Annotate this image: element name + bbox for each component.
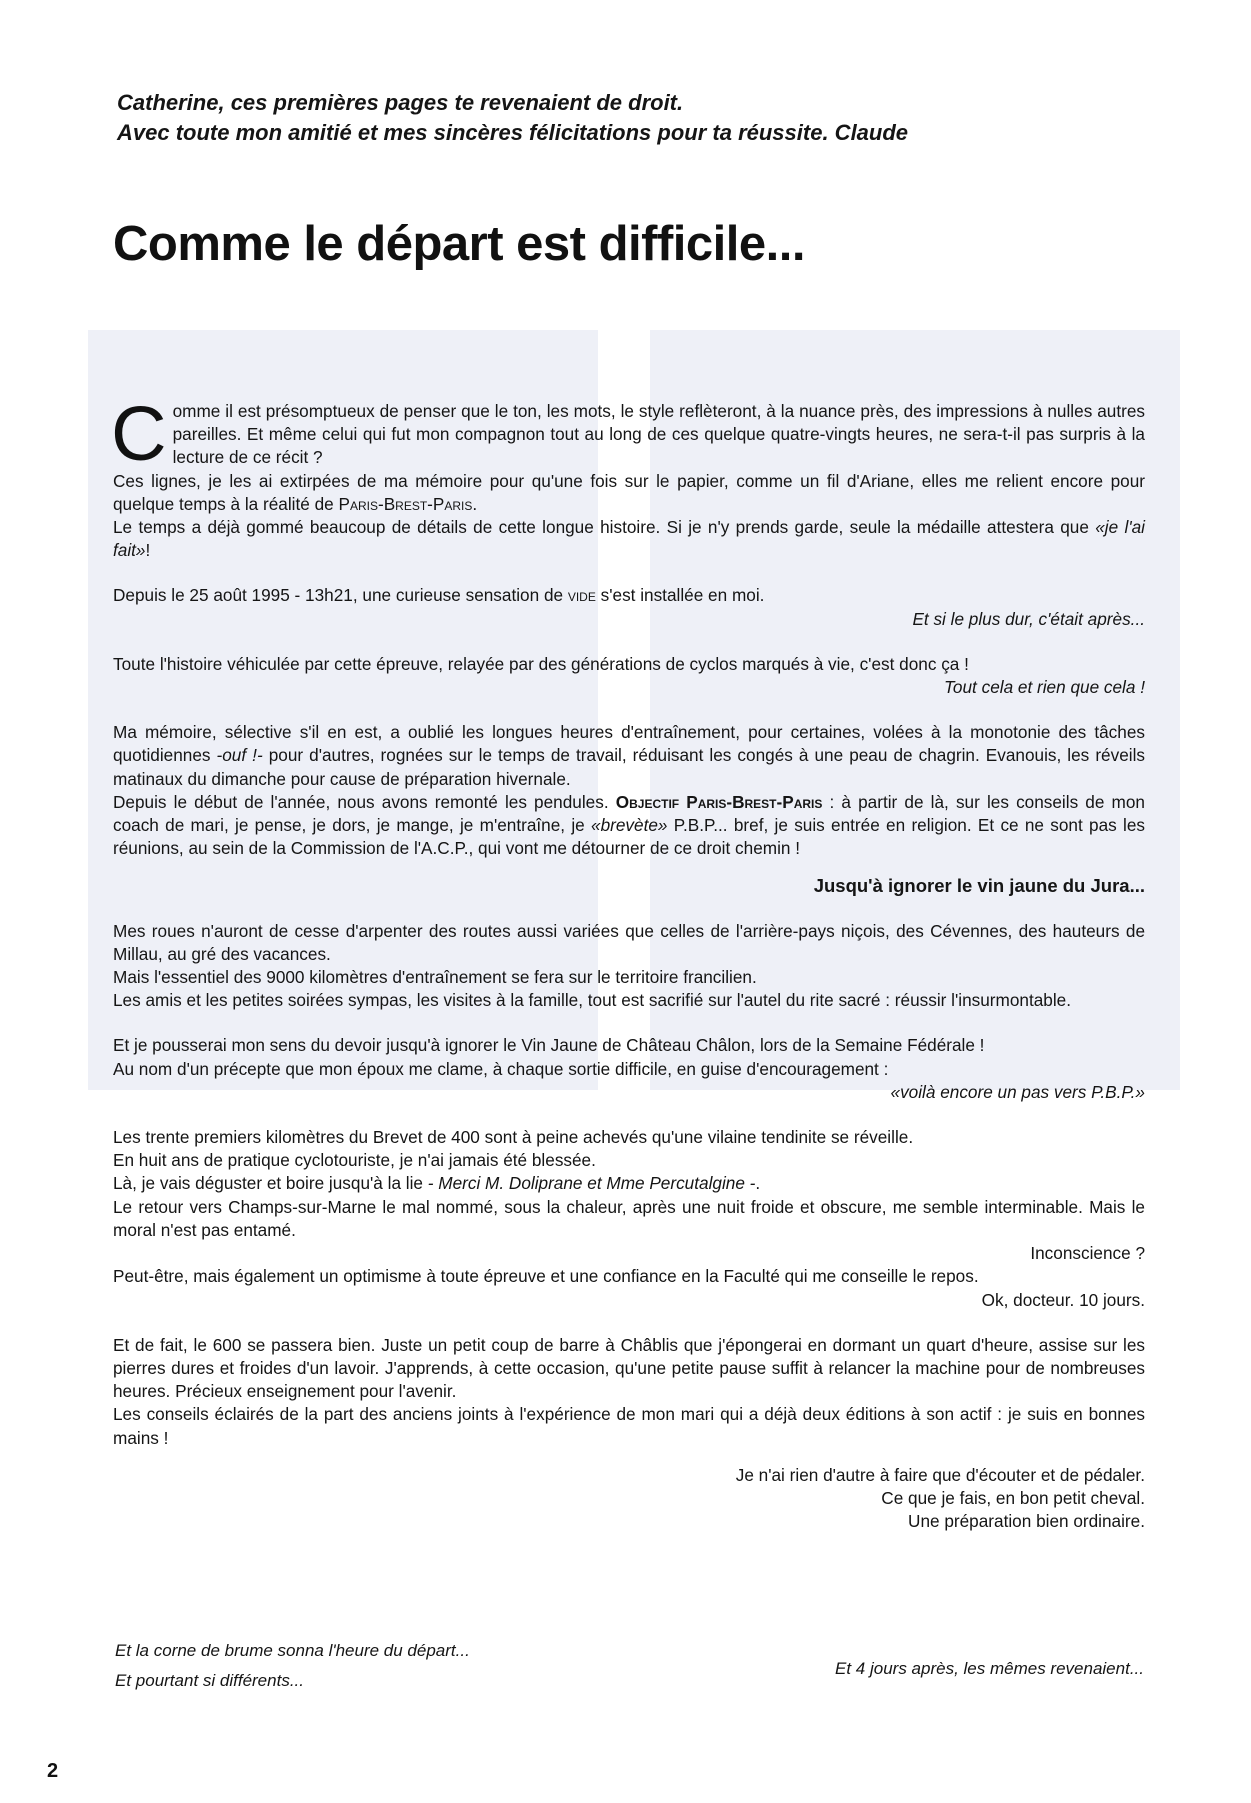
paragraph-text: Ma mémoire, sélective s'il en est, a oublié les longues heures d'entraînement, pour certaines, volées à la monotonie des tâches quotidiennes xyxy=(113,722,1145,766)
aside-right: Et si le plus dur, c'était après... xyxy=(912,608,1145,629)
closing-line-1: Et la corne de brume sonna l'heure du départ... xyxy=(115,1641,470,1660)
aside: -ouf !- xyxy=(216,745,263,766)
paragraph: Mais l'essentiel des 9000 kilomètres d'entraînement se fera sur le territoire francilien. xyxy=(113,967,757,988)
paragraph-text: P.B.P... bref, je suis entrée en religion. Et ce ne sont pas les réunions, au sein de la Commission de l'A.C.P., qui vont me détourner de ce droit chemin ! xyxy=(113,815,1146,859)
paragraph-intro xyxy=(111,391,1145,477)
paragraph-text: pour d'autres, rognées sur le temps de travail, réduisant les congés à une peau de chagrin. Evanouis, les réveils matinaux du dimanche pour cause de préparation hivernale. xyxy=(113,745,1145,789)
paragraph: Peut-être, mais également un optimisme à toute épreuve et une confiance en la Faculté qui me conseille le repos. xyxy=(113,1266,979,1287)
paragraph: Le retour vers Champs-sur-Marne le mal nommé, sous la chaleur, après une nuit froide et obscure, me semble interminable. Mais le moral n'est pas entamé. xyxy=(113,1196,1145,1240)
aside-right: Ce que je fais, en bon petit cheval. xyxy=(881,1487,1145,1508)
paragraph: Et de fait, le 600 se passera bien. Juste un petit coup de barre à Châblis que j'épongerai en dormant un quart d'heure, assise sur les pierres dures et froides d'un lavoir. J'apprends, à cette occasion, qu'une petite pause suffit à relancer la machine pour de nombreuses heures. Précieux enseignement pour l'avenir. xyxy=(113,1334,1145,1402)
aside: - Merci M. Doliprane et Mme Percutalgine - xyxy=(427,1173,756,1194)
dedication xyxy=(117,88,1137,148)
paragraph-text: s'est installée en moi. xyxy=(595,585,765,606)
paragraph: Les conseils éclairés de la part des anciens joints à l'expérience de mon mari qui a déjà deux éditions à son actif : je suis en bonnes mains ! xyxy=(113,1404,1145,1448)
paragraph-text: Depuis le début de l'année, nous avons remonté les pendules. xyxy=(113,791,616,812)
closing-line-2: Et pourtant si différents... xyxy=(115,1671,304,1690)
paragraph-text: Là, je vais déguster et boire jusqu'à la lie xyxy=(113,1173,428,1194)
paragraph-text: ! xyxy=(145,540,151,561)
paragraph xyxy=(113,516,1145,562)
dedication-line-1: Catherine, ces premières pages te revenaient de droit. xyxy=(117,90,684,115)
aside-right: Une préparation bien ordinaire. xyxy=(908,1511,1145,1532)
emphasis: vide xyxy=(567,585,596,606)
page-title: Comme le départ est difficile... xyxy=(113,217,805,271)
paragraph: En huit ans de pratique cyclotouriste, je n'ai jamais été blessée. xyxy=(113,1150,596,1171)
quote: «brevète» xyxy=(591,815,668,836)
aside-right: Tout cela et rien que cela ! xyxy=(944,677,1145,698)
paragraph-text: Depuis le 25 août 1995 - 13h21, une curieuse sensation de xyxy=(113,585,568,606)
paragraph-text: . xyxy=(472,493,478,514)
paragraph xyxy=(113,791,1145,861)
closing-left xyxy=(115,1636,470,1696)
aside-right: «voilà encore un pas vers P.B.P.» xyxy=(890,1081,1145,1102)
closing-right: Et 4 jours après, les mêmes revenaient... xyxy=(835,1659,1144,1678)
paragraph: Les amis et les petites soirées sympas, les visites à la famille, tout est sacrifié sur l'autel du rite sacré : réussir l'insurmontable. xyxy=(113,990,1071,1011)
section-callout: Jusqu'à ignorer le vin jaune du Jura... xyxy=(813,875,1145,897)
objective: Objectif Paris-Brest-Paris xyxy=(615,791,823,812)
paragraph-text: : à partir de là, sur les conseils de mon coach de mari, je pense, je dors, je mange, je m'entraîne, je xyxy=(113,791,1145,836)
paragraph xyxy=(113,470,1145,516)
paragraph-text: . xyxy=(755,1173,761,1194)
aside-right: Inconscience ? xyxy=(1030,1243,1145,1264)
article-body xyxy=(111,391,1146,1533)
paragraph: Toute l'histoire véhiculée par cette épreuve, relayée par des générations de cyclos marqués à vie, c'est donc ça ! xyxy=(113,653,969,674)
page-number: 2 xyxy=(47,1760,59,1782)
paragraph: Mes roues n'auront de cesse d'arpenter des routes aussi variées que celles de l'arrière-pays niçois, des Cévennes, des hauteurs de Millau, au gré des vacances. xyxy=(113,920,1145,964)
aside-right: Ok, docteur. 10 jours. xyxy=(981,1289,1145,1310)
paragraph xyxy=(113,721,1145,791)
aside-right: Je n'ai rien d'autre à faire que d'écouter et de pédaler. xyxy=(735,1464,1145,1485)
paragraph-text: omme il est présomptueux de penser que le ton, les mots, le style reflèteront, à la nuance près, des impressions à nulles autres pareilles. Et même celui qui fut mon compagnon tout au long de ces quelque quatre-vingts heures, ne sera-t-il pas surpris à la lecture de ce récit ? xyxy=(172,401,1145,468)
paragraph xyxy=(113,584,1145,607)
paragraph-text: Ces lignes, je les ai extirpées de ma mémoire pour qu'une fois sur le papier, comme un fil d'Ariane, elles me relient encore pour quelque temps à la réalité de xyxy=(113,470,1145,514)
event-name: Paris-Brest-Paris xyxy=(338,493,473,514)
paragraph: Les trente premiers kilomètres du Brevet de 400 sont à peine achevés qu'une vilaine tendinite se réveille. xyxy=(113,1127,914,1148)
paragraph-text: Le temps a déjà gommé beaucoup de détails de cette longue histoire. Si je n'y prends garde, seule la médaille attestera que xyxy=(113,517,1096,538)
quote: «je l'ai fait» xyxy=(113,517,1145,561)
paragraph: Au nom d'un précepte que mon époux me clame, à chaque sortie difficile, en guise d'encouragement : xyxy=(113,1058,889,1079)
drop-cap: C xyxy=(111,391,167,477)
paragraph xyxy=(113,1172,1145,1195)
dedication-line-2: Avec toute mon amitié et mes sincères félicitations pour ta réussite. Claude xyxy=(117,120,909,145)
paragraph: Et je pousserai mon sens du devoir jusqu'à ignorer le Vin Jaune de Château Châlon, lors de la Semaine Fédérale ! xyxy=(113,1035,985,1056)
